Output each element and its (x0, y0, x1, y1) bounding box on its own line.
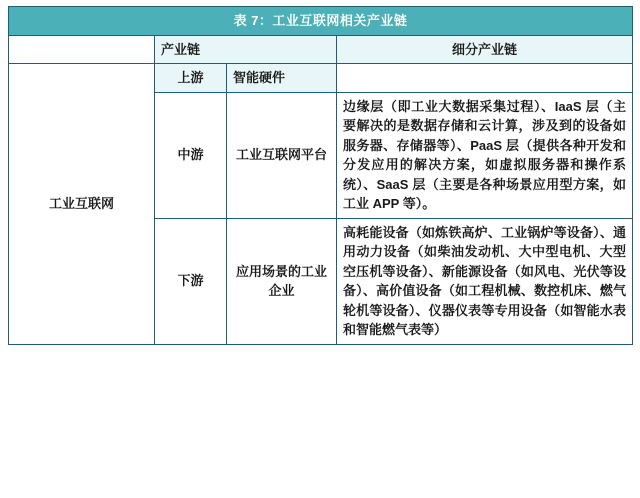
detail-cell-downstream: 高耗能设备（如炼铁高炉、工业锅炉等设备）、通用动力设备（如柴油发动机、大中型电机、大型空压机等设备）、新能源设备（如风电、光伏等设备）、高价值设备（如工程机械、数控机床、燃气轮机等设备）、仪器仪表等专用设备（如智能水表和智能燃气表等） (337, 218, 633, 344)
chain-cell-upstream: 智能硬件 (227, 64, 337, 93)
header-empty-cell (9, 35, 155, 64)
table-title: 表 7：工业互联网相关产业链 (9, 7, 633, 36)
detail-cell-midstream: 边缘层（即工业大数据采集过程）、IaaS 层（主要解决的是数据存储和云计算，涉及到的设备如服务器、存储器等）、PaaS 层（提供各种开发和分发应用的解决方案，如虚拟服务器和操作系统）、SaaS 层（主要是各种场景应用型方案，如工业 APP 等）。 (337, 92, 633, 218)
table-title-row (9, 7, 633, 36)
industrial-internet-chain-table (8, 6, 633, 345)
chain-cell-midstream: 工业互联网平台 (227, 92, 337, 218)
table-row (9, 64, 633, 93)
stage-cell-midstream: 中游 (155, 92, 227, 218)
stage-cell-upstream: 上游 (155, 64, 227, 93)
stage-cell-downstream: 下游 (155, 218, 227, 344)
header-detail: 细分产业链 (337, 35, 633, 64)
category-cell: 工业互联网 (9, 64, 155, 345)
table-header-row (9, 35, 633, 64)
detail-cell-upstream (337, 64, 633, 93)
chain-cell-downstream: 应用场景的工业企业 (227, 218, 337, 344)
header-chain: 产业链 (155, 35, 337, 64)
